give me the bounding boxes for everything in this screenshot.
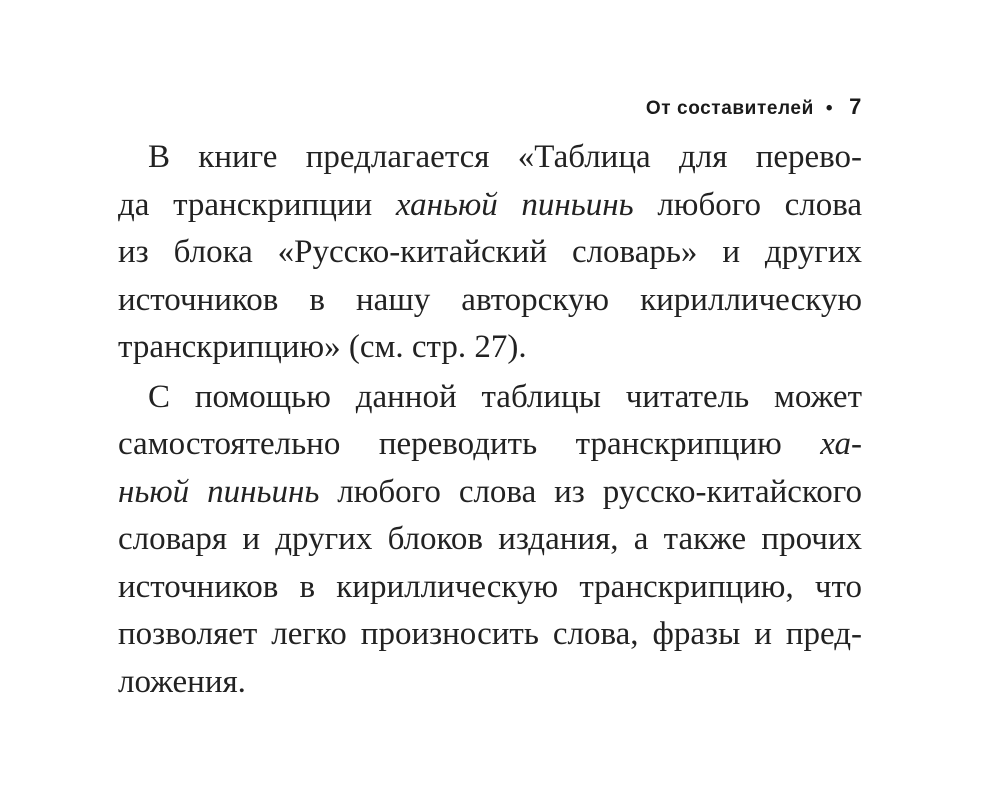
text-line: транскрипцию» (см. стр. 27). [118, 329, 527, 365]
page-number: 7 [849, 94, 862, 119]
text-line: С помощью данной таблицы читатель может [148, 378, 862, 415]
text-line: позволяет легко произносить слова, фразы и пред- [118, 616, 862, 652]
italic-term: ньюй пиньинь [118, 473, 320, 510]
text-line: из блока «Русско-китайский словарь» и других [118, 234, 862, 270]
italic-term: ханьюй пиньинь [395, 186, 634, 223]
text-line: словаря и других блоков издания, а также прочих [118, 521, 862, 557]
text-line: В книге предлагается «Таблица для перево- [148, 139, 862, 175]
paragraph-1 [118, 134, 862, 372]
body-text [118, 134, 862, 706]
text-line: источников в нашу авторскую кириллическую [118, 281, 862, 318]
text-line: ложения. [118, 663, 246, 700]
text-line: источников в кириллическую транскрипцию, что [118, 568, 862, 605]
italic-term: ха- [820, 426, 862, 462]
header-separator: • [825, 98, 834, 119]
running-header [118, 94, 862, 120]
text-line: ньюй пиньинь любого слова из русско-китайского [118, 473, 862, 510]
paragraph-2 [118, 374, 862, 707]
text-line: да транскрипции ханьюй пиньинь любого слова [118, 186, 863, 223]
text-line: самостоятельно переводить транскрипцию ха- [118, 426, 862, 462]
section-title: От составителей [645, 98, 814, 119]
